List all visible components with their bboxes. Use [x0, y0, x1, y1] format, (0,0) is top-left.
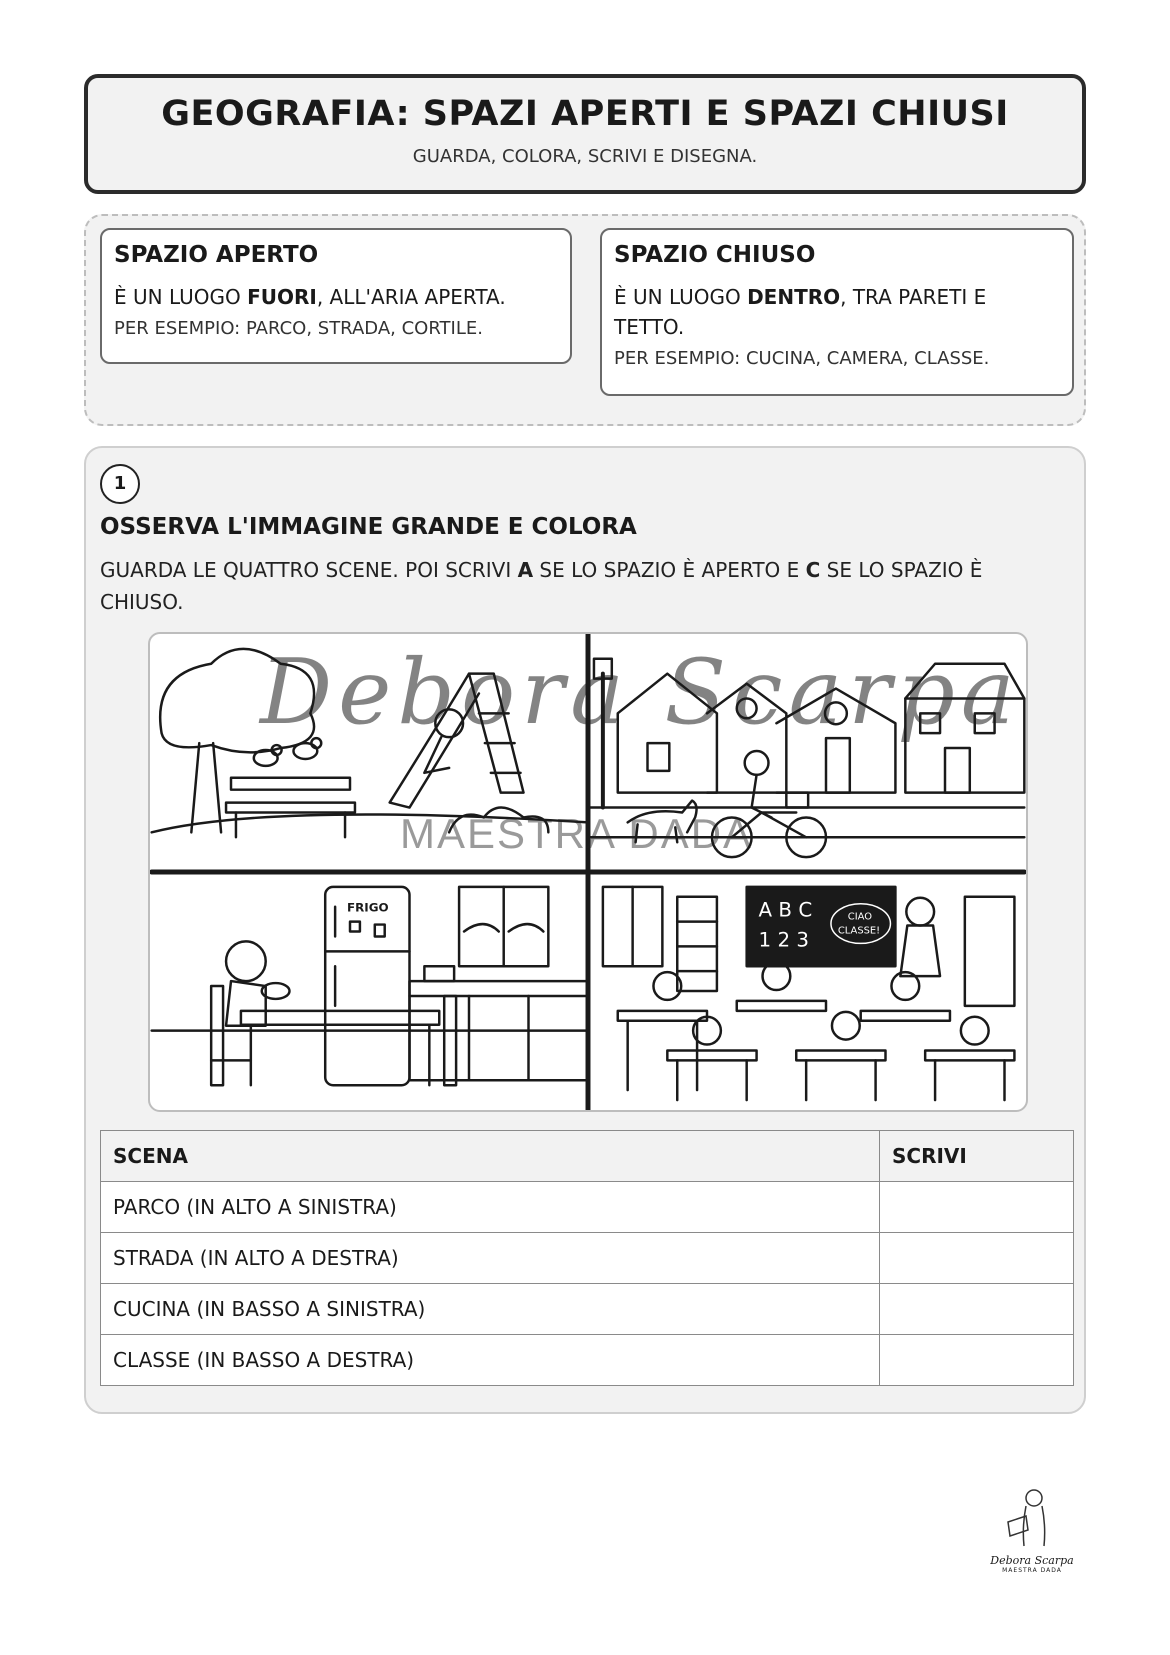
logo-sub: MAESTRA DADA: [1002, 1567, 1062, 1574]
header-scena: SCENA: [101, 1131, 880, 1182]
closed-space-definition: È UN LUOGO DENTRO, TRA PARETI E TETTO.: [614, 285, 987, 339]
closed-space-card: [600, 228, 1074, 396]
logo-name: Debora Scarpa: [990, 1554, 1074, 1567]
scene-name: CUCINA (IN BASSO A SINISTRA): [101, 1284, 880, 1335]
page-subtitle: GUARDA, COLORA, SCRIVI E DISEGNA.: [412, 146, 758, 167]
table-header-row: [101, 1131, 1074, 1182]
answer-table: [100, 1130, 1074, 1386]
keyword-dentro: DENTRO: [747, 285, 841, 309]
open-space-definition: È UN LUOGO FUORI, ALL'ARIA APERTA.: [114, 285, 506, 309]
open-space-examples: PER ESEMPIO: PARCO, STRADA, CORTILE.: [114, 318, 483, 339]
header-scrivi: SCRIVI: [880, 1131, 1074, 1182]
speech-bubble-line1: CIAO: [847, 911, 873, 923]
definitions-panel: [84, 214, 1086, 426]
exercise-instructions: GUARDA LE QUATTRO SCENE. POI SCRIVI A SE LO SPAZIO È APERTO E C SE LO SPAZIO È CHIUSO.: [100, 558, 983, 614]
answer-cell[interactable]: [880, 1284, 1074, 1335]
fridge-label: FRIGO: [347, 900, 389, 915]
table-row: [101, 1233, 1074, 1284]
street-scene: [588, 659, 1024, 857]
exercise-title: OSSERVA L'IMMAGINE GRANDE E COLORA: [100, 514, 637, 540]
closed-space-heading: SPAZIO CHIUSO: [614, 242, 816, 268]
table-row: [101, 1284, 1074, 1335]
board-numbers: 1 2 3: [758, 928, 810, 952]
scene-name: PARCO (IN ALTO A SINISTRA): [101, 1182, 880, 1233]
keyword-fuori: FUORI: [247, 285, 317, 309]
answer-cell[interactable]: [880, 1182, 1074, 1233]
answer-cell[interactable]: [880, 1233, 1074, 1284]
open-space-heading: SPAZIO APERTO: [114, 242, 319, 268]
answer-cell[interactable]: [880, 1335, 1074, 1386]
open-space-card: [100, 228, 572, 364]
coloring-image[interactable]: [148, 632, 1028, 1112]
page-title: GEOGRAFIA: SPAZI APERTI E SPAZI CHIUSI: [161, 94, 1009, 134]
speech-bubble-line2: CLASSE!: [837, 925, 881, 937]
title-box: [84, 74, 1086, 194]
teacher-logo-icon: [1002, 1486, 1062, 1548]
brand-logo: [978, 1486, 1086, 1590]
exercise-panel: [84, 446, 1086, 1414]
table-row: [101, 1335, 1074, 1386]
watermark-subtitle: MAESTRA DADA: [400, 810, 754, 857]
closed-space-examples: PER ESEMPIO: CUCINA, CAMERA, CLASSE.: [614, 348, 990, 369]
board-letters: A B C: [758, 898, 813, 922]
exercise-number-badge: 1: [100, 464, 140, 504]
scene-name: CLASSE (IN BASSO A DESTRA): [101, 1335, 880, 1386]
watermark-signature: Debora Scarpa: [260, 640, 1021, 745]
table-row: [101, 1182, 1074, 1233]
kitchen-scene: [152, 887, 588, 1085]
scene-name: STRADA (IN ALTO A DESTRA): [101, 1233, 880, 1284]
classroom-scene: [603, 887, 1015, 1100]
park-scene: [152, 649, 588, 837]
